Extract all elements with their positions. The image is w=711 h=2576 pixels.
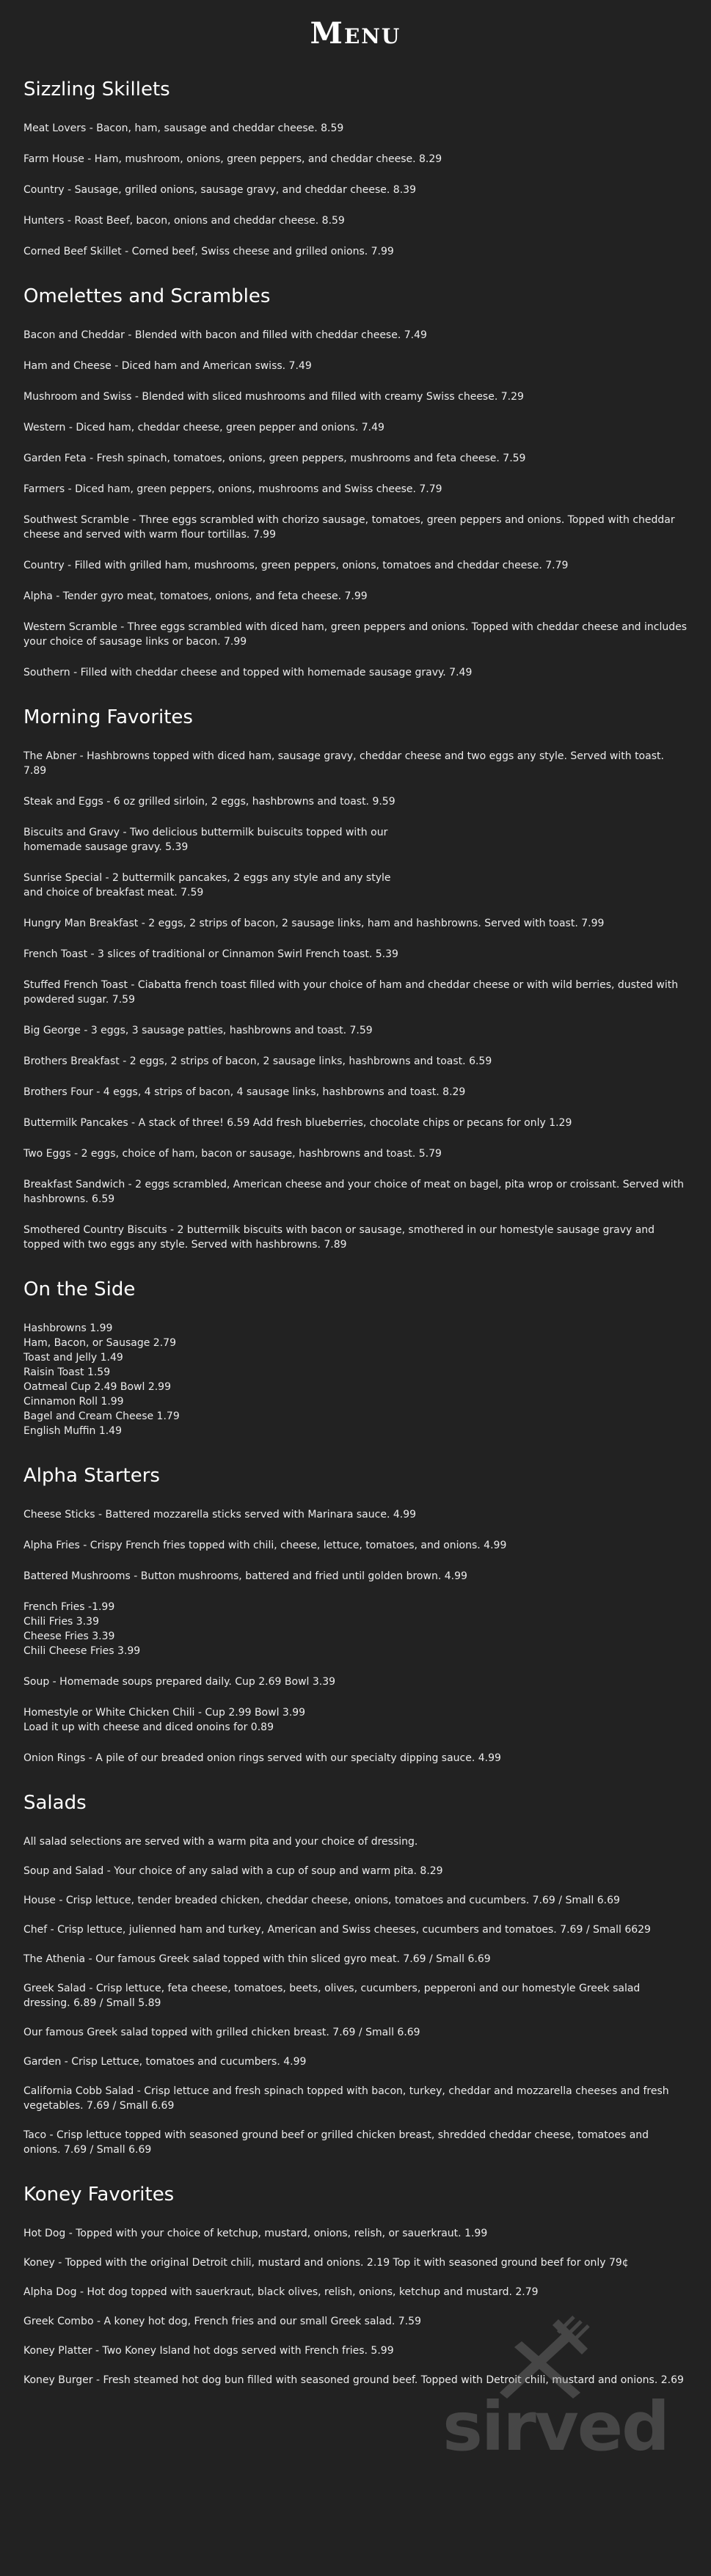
menu-item: Big George - 3 eggs, 3 sausage patties, hashbrowns and toast. 7.59 (23, 1025, 373, 1036)
menu-item: Hunters - Roast Beef, bacon, onions and cheddar cheese. 8.59 (23, 215, 345, 227)
watermark-text: sirved (442, 2387, 668, 2466)
menu-item: Koney Burger - Fresh steamed hot dog bun filled with seasoned ground beef. Topped with Detroit chili, mustard and onions. 2.69 (23, 2374, 684, 2386)
section-morning-favorites (23, 706, 688, 1252)
menu-item: Our famous Greek salad topped with grilled chicken breast. 7.69 / Small 6.69 (23, 2027, 420, 2038)
menu-item: Sunrise Special - 2 buttermilk pancakes, 2 eggs any style and any style and choice of breakfast meat. 7.59 (23, 872, 391, 899)
menu-item: Brothers Breakfast - 2 eggs, 2 strips of bacon, 2 sausage links, hashbrowns and toast. 6.59 (23, 1055, 492, 1067)
section-omelettes (23, 285, 688, 680)
menu-item: Alpha Dog - Hot dog topped with sauerkraut, black olives, relish, onions, ketchup and mustard. 2.79 (23, 2286, 539, 2298)
menu-item: Homestyle or White Chicken Chili - Cup 2.99 Bowl 3.99 Load it up with cheese and diced onoins for 0.89 (23, 1707, 306, 1733)
menu-item: Farm House - Ham, mushroom, onions, green peppers, and cheddar cheese. 8.29 (23, 153, 442, 165)
section-alpha-starters (23, 1465, 688, 1765)
menu-item: Buttermilk Pancakes - A stack of three! 6.59 Add fresh blueberries, chocolate chips or pecans for only 1.29 (23, 1117, 572, 1129)
menu-item: Garden - Crisp Lettuce, tomatoes and cucumbers. 4.99 (23, 2056, 307, 2068)
menu-item: Mushroom and Swiss - Blended with sliced mushrooms and filled with creamy Swiss cheese. 7.29 (23, 391, 524, 403)
menu-item: Breakfast Sandwich - 2 eggs scrambled, American cheese and your choice of meat on bagel, pita wrop or croissant. Served with hashbrowns. 6.59 (23, 1179, 684, 1205)
menu-item: Southern - Filled with cheddar cheese and topped with homemade sausage gravy. 7.49 (23, 667, 473, 678)
menu-item: Smothered Country Biscuits - 2 buttermilk biscuits with bacon or sausage, smothered in our homestyle sausage gravy and topped with two eggs any style. Served with hashbrowns. 7.89 (23, 1224, 655, 1251)
section-title: Koney Favorites (23, 2184, 175, 2206)
menu-item: Country - Filled with grilled ham, mushrooms, green peppers, onions, tomatoes and cheddar cheese. 7.79 (23, 560, 569, 571)
section-title: Alpha Starters (23, 1465, 160, 1487)
menu-item: Hashbrowns 1.99 (23, 1322, 113, 1334)
menu-item: House - Crisp lettuce, tender breaded chicken, cheddar cheese, onions, tomatoes and cucumbers. 7.69 / Small 6.69 (23, 1895, 620, 1906)
menu-item: Western - Diced ham, cheddar cheese, green pepper and onions. 7.49 (23, 422, 384, 433)
menu-item: Oatmeal Cup 2.49 Bowl 2.99 (23, 1381, 171, 1393)
menu-item: Onion Rings - A pile of our breaded onion rings served with our specialty dipping sauce. 4.99 (23, 1752, 501, 1764)
menu-item: Bagel and Cream Cheese 1.79 (23, 1410, 180, 1422)
menu-item: Hungry Man Breakfast - 2 eggs, 2 strips of bacon, 2 sausage links, ham and hashbrowns. Served with toast. 7.99 (23, 918, 605, 929)
menu-item: Koney Platter - Two Koney Island hot dogs served with French fries. 5.99 (23, 2345, 394, 2357)
menu-item: Southwest Scramble - Three eggs scrambled with chorizo sausage, tomatoes, green peppers and onions. Topped with cheddar cheese and served with warm flour tortillas. 7.99 (23, 514, 675, 541)
menu-item: Ham, Bacon, or Sausage 2.79 (23, 1337, 176, 1349)
menu-item: Two Eggs - 2 eggs, choice of ham, bacon or sausage, hashbrowns and toast. 5.79 (23, 1148, 442, 1160)
sirved-watermark (419, 2312, 668, 2466)
menu-item: Western Scramble - Three eggs scrambled with diced ham, green peppers and onions. Topped with cheddar cheese and includes your choice of sausage links or bacon. 7.99 (23, 621, 688, 648)
menu-item: Greek Salad - Crisp lettuce, feta cheese, tomatoes, beets, olives, cucumbers, pepperoni and our homestyle Greek salad dressing. 6.89 / Small 5.89 (23, 1983, 641, 2009)
menu-item: French Toast - 3 slices of traditional or Cinnamon Swirl French toast. 5.39 (23, 948, 398, 960)
menu-item: California Cobb Salad - Crisp lettuce and fresh spinach topped with bacon, turkey, cheddar and mozzarella cheeses and fresh vegetables. 7.69 / Small 6.69 (23, 2085, 669, 2112)
section-salads (23, 1792, 688, 2157)
menu-item: French Fries -1.99 Chili Fries 3.39 Cheese Fries 3.39 Chili Cheese Fries 3.99 (23, 1601, 141, 1657)
page-title: Menu (310, 16, 401, 51)
menu-item: The Abner - Hashbrowns topped with diced ham, sausage gravy, cheddar cheese and two eggs any style. Served with toast. 7.89 (23, 750, 664, 777)
menu-item: Brothers Four - 4 eggs, 4 strips of bacon, 4 sausage links, hashbrowns and toast. 8.29 (23, 1086, 466, 1098)
menu-note: All salad selections are served with a warm pita and your choice of dressing. (23, 1836, 418, 1848)
menu-item: Garden Feta - Fresh spinach, tomatoes, onions, green peppers, mushrooms and feta cheese. 7.59 (23, 453, 526, 464)
menu-item: The Athenia - Our famous Greek salad topped with thin sliced gyro meat. 7.69 / Small 6.69 (23, 1953, 491, 1965)
menu-item: Greek Combo - A koney hot dog, French fries and our small Greek salad. 7.59 (23, 2316, 421, 2327)
section-title: Salads (23, 1792, 87, 1814)
menu-item: Taco - Crisp lettuce topped with seasoned ground beef or grilled chicken breast, shredded cheddar cheese, tomatoes and onions. 7.69 / Small 6.69 (23, 2129, 649, 2156)
knife-fork-icon (492, 2312, 602, 2400)
menu-item: Koney - Topped with the original Detroit chili, mustard and onions. 2.19 Top it with seasoned ground beef for only 79¢ (23, 2257, 629, 2269)
menu-item: Chef - Crisp lettuce, julienned ham and turkey, American and Swiss cheeses, cucumbers and tomatoes. 7.69 / Small 6629 (23, 1924, 651, 1936)
menu-item: Cinnamon Roll 1.99 (23, 1396, 124, 1408)
menu-item: Steak and Eggs - 6 oz grilled sirloin, 2 eggs, hashbrowns and toast. 9.59 (23, 796, 395, 808)
section-title: Omelettes and Scrambles (23, 285, 271, 307)
section-title: Morning Favorites (23, 706, 193, 728)
menu-item: Stuffed French Toast - Ciabatta french toast filled with your choice of ham and cheddar cheese or with wild berries, dusted with powdered sugar. 7.59 (23, 979, 679, 1006)
menu-item: Ham and Cheese - Diced ham and American swiss. 7.49 (23, 360, 312, 372)
menu-item: Toast and Jelly 1.49 (23, 1352, 123, 1364)
menu-item: Alpha - Tender gyro meat, tomatoes, onions, and feta cheese. 7.99 (23, 590, 368, 602)
menu-item: Country - Sausage, grilled onions, sausage gravy, and cheddar cheese. 8.39 (23, 184, 416, 196)
section-on-the-side (23, 1278, 688, 1438)
section-title: Sizzling Skillets (23, 78, 170, 100)
menu-item: Bacon and Cheddar - Blended with bacon and filled with cheddar cheese. 7.49 (23, 329, 427, 341)
menu-item: Cheese Sticks - Battered mozzarella sticks served with Marinara sauce. 4.99 (23, 1509, 417, 1521)
menu-item: Battered Mushrooms - Button mushrooms, battered and fried until golden brown. 4.99 (23, 1570, 467, 1582)
section-title: On the Side (23, 1278, 136, 1300)
menu-item: English Muffin 1.49 (23, 1425, 122, 1437)
section-sizzling-skillets (23, 78, 688, 259)
menu-item: Corned Beef Skillet - Corned beef, Swiss cheese and grilled onions. 7.99 (23, 246, 394, 257)
menu-item: Alpha Fries - Crispy French fries topped with chili, cheese, lettuce, tomatoes, and onions. 4.99 (23, 1540, 507, 1551)
menu-item: Meat Lovers - Bacon, ham, sausage and cheddar cheese. 8.59 (23, 122, 344, 134)
menu-item: Farmers - Diced ham, green peppers, onions, mushrooms and Swiss cheese. 7.79 (23, 483, 442, 495)
menu-item: Raisin Toast 1.59 (23, 1366, 111, 1378)
menu-item: Biscuits and Gravy - Two delicious buttermilk buiscuits topped with our homemade sausage gravy. 5.39 (23, 827, 388, 853)
menu-item: Soup - Homemade soups prepared daily. Cup 2.69 Bowl 3.39 (23, 1676, 336, 1688)
menu-item: Hot Dog - Topped with your choice of ketchup, mustard, onions, relish, or sauerkraut. 1.99 (23, 2228, 488, 2239)
menu-item: Soup and Salad - Your choice of any salad with a cup of soup and warm pita. 8.29 (23, 1865, 443, 1877)
